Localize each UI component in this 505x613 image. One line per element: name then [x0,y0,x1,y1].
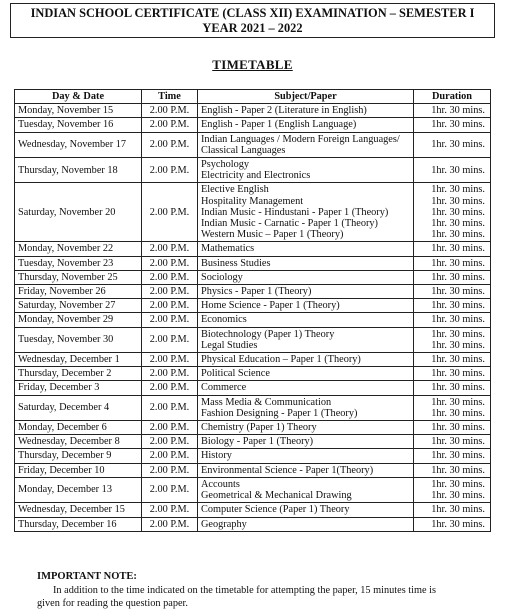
cell-day-date: Thursday, November 25 [15,270,142,284]
duration-line: 1hr. 30 mins. [431,195,485,207]
cell-subject-paper [198,158,414,183]
cell-time: 2.00 P.M. [142,256,198,270]
cell-duration [414,503,491,517]
cell-day-date: Saturday, November 20 [15,183,142,242]
cell-time: 2.00 P.M. [142,353,198,367]
table-row [15,395,491,420]
cell-subject-paper [198,118,414,132]
duration-line: 1hr. 30 mins. [431,422,485,434]
table-row [15,517,491,531]
duration-line: 1hr. 30 mins. [431,407,485,419]
cell-time: 2.00 P.M. [142,449,198,463]
cell-day-date: Friday, December 10 [15,463,142,477]
cell-day-date: Thursday, December 16 [15,517,142,531]
subject-line: Biotechnology (Paper 1) Theory [201,328,335,340]
subject-line: Home Science - Paper 1 (Theory) [201,300,340,312]
cell-duration [414,104,491,118]
table-row [15,463,491,477]
table-row [15,477,491,502]
cell-subject-paper [198,285,414,299]
cell-duration [414,463,491,477]
column-header-subject-paper: Subject/Paper [198,90,414,104]
cell-duration [414,395,491,420]
table-header-row [15,90,491,104]
cell-time: 2.00 P.M. [142,503,198,517]
cell-subject-paper [198,313,414,327]
duration-line: 1hr. 30 mins. [431,382,485,394]
cell-day-date: Saturday, November 27 [15,299,142,313]
table-row [15,132,491,157]
table-row [15,449,491,463]
cell-duration [414,449,491,463]
cell-duration [414,381,491,395]
subject-line: Geography [201,518,247,530]
subject-line: Geometrical & Mechanical Drawing [201,490,352,502]
cell-time: 2.00 P.M. [142,242,198,256]
cell-day-date: Wednesday, November 17 [15,132,142,157]
cell-time: 2.00 P.M. [142,285,198,299]
subject-line: Psychology [201,159,250,171]
table-row [15,503,491,517]
duration-line: 1hr. 30 mins. [431,164,485,176]
cell-time: 2.00 P.M. [142,313,198,327]
cell-duration [414,183,491,242]
subject-line: Physical Education – Paper 1 (Theory) [201,354,361,366]
duration-line: 1hr. 30 mins. [431,286,485,298]
subject-line: Indian Music - Carnatic - Paper 1 (Theory) [201,218,378,230]
duration-line: 1hr. 30 mins. [431,206,485,218]
subject-line: Chemistry (Paper 1) Theory [201,422,317,434]
cell-day-date: Friday, November 26 [15,285,142,299]
table-row [15,327,491,352]
duration-line: 1hr. 30 mins. [431,243,485,255]
duration-line: 1hr. 30 mins. [431,328,485,340]
cell-subject-paper [198,449,414,463]
important-note-line-1: In addition to the time indicated on the timetable for attempting the paper, 15 minutes time is [53,585,437,596]
timetable-body [15,104,491,532]
cell-subject-paper [198,327,414,352]
duration-line: 1hr. 30 mins. [431,139,485,151]
table-row [15,256,491,270]
subject-line: Mass Media & Communication [201,396,332,408]
column-header-day-date: Day & Date [15,90,142,104]
cell-time: 2.00 P.M. [142,132,198,157]
cell-time: 2.00 P.M. [142,463,198,477]
cell-subject-paper [198,183,414,242]
cell-time: 2.00 P.M. [142,421,198,435]
cell-day-date: Tuesday, November 16 [15,118,142,132]
cell-day-date: Thursday, November 18 [15,158,142,183]
table-row [15,299,491,313]
cell-subject-paper [198,517,414,531]
cell-day-date: Monday, November 29 [15,313,142,327]
column-header-time: Time [142,90,198,104]
subject-line: Legal Studies [201,339,258,351]
cell-day-date: Monday, December 13 [15,477,142,502]
duration-line: 1hr. 30 mins. [431,119,485,131]
subject-line: Indian Music - Hindustani - Paper 1 (Theory) [201,206,389,218]
subject-line: Hospitality Management [201,195,304,207]
duration-line: 1hr. 30 mins. [431,271,485,283]
cell-day-date: Wednesday, December 15 [15,503,142,517]
cell-duration [414,285,491,299]
duration-line: 1hr. 30 mins. [431,229,485,241]
cell-duration [414,477,491,502]
cell-duration [414,118,491,132]
table-row [15,183,491,242]
timetable-table [14,89,491,532]
cell-time: 2.00 P.M. [142,158,198,183]
subject-line: Mathematics [201,243,255,255]
cell-time: 2.00 P.M. [142,381,198,395]
cell-day-date: Friday, December 3 [15,381,142,395]
cell-duration [414,327,491,352]
cell-subject-paper [198,104,414,118]
cell-time: 2.00 P.M. [142,299,198,313]
cell-subject-paper [198,477,414,502]
subject-line: Fashion Designing - Paper 1 (Theory) [201,407,358,419]
duration-line: 1hr. 30 mins. [431,368,485,380]
duration-line: 1hr. 30 mins. [431,105,485,117]
exam-header-title: INDIAN SCHOOL CERTIFICATE (CLASS XII) EXAMINATION – SEMESTER I [30,6,475,20]
subject-line: Business Studies [201,257,271,269]
cell-day-date: Thursday, December 2 [15,367,142,381]
subject-line: English - Paper 2 (Literature in English) [201,105,367,117]
cell-subject-paper [198,132,414,157]
subject-line: English - Paper 1 (English Language) [201,119,357,131]
cell-time: 2.00 P.M. [142,118,198,132]
duration-line: 1hr. 30 mins. [431,314,485,326]
subject-line: Elective English [201,184,269,196]
cell-day-date: Saturday, December 4 [15,395,142,420]
cell-duration [414,421,491,435]
subject-line: Physics - Paper 1 (Theory) [201,286,312,298]
duration-line: 1hr. 30 mins. [431,490,485,502]
subject-line: Classical Languages [201,144,286,156]
duration-line: 1hr. 30 mins. [431,436,485,448]
duration-line: 1hr. 30 mins. [431,464,485,476]
cell-day-date: Tuesday, November 30 [15,327,142,352]
duration-line: 1hr. 30 mins. [431,478,485,490]
cell-day-date: Wednesday, December 1 [15,353,142,367]
subject-line: Western Music – Paper 1 (Theory) [201,229,344,241]
table-row [15,104,491,118]
table-row [15,118,491,132]
subject-line: Sociology [201,271,243,283]
subject-line: Biology - Paper 1 (Theory) [201,436,314,448]
cell-day-date: Thursday, December 9 [15,449,142,463]
duration-line: 1hr. 30 mins. [431,518,485,530]
important-note-text [37,584,497,610]
cell-time: 2.00 P.M. [142,435,198,449]
duration-line: 1hr. 30 mins. [431,184,485,196]
cell-time: 2.00 P.M. [142,517,198,531]
duration-line: 1hr. 30 mins. [431,339,485,351]
important-note-title: IMPORTANT NOTE: [37,571,137,582]
cell-day-date: Wednesday, December 8 [15,435,142,449]
important-note-line-2: given for reading the question paper. [37,598,188,609]
cell-subject-paper [198,463,414,477]
duration-line: 1hr. 30 mins. [431,218,485,230]
cell-time: 2.00 P.M. [142,183,198,242]
cell-subject-paper [198,367,414,381]
table-row [15,313,491,327]
subject-line: Indian Languages / Modern Foreign Languages/ [201,133,400,145]
duration-line: 1hr. 30 mins. [431,300,485,312]
table-row [15,381,491,395]
cell-duration [414,299,491,313]
cell-duration [414,313,491,327]
cell-subject-paper [198,503,414,517]
subject-line: Accounts [201,478,240,490]
subject-line: Computer Science (Paper 1) Theory [201,504,350,516]
cell-subject-paper [198,395,414,420]
table-row [15,435,491,449]
cell-day-date: Monday, December 6 [15,421,142,435]
subject-line: Electricity and Electronics [201,170,311,182]
cell-time: 2.00 P.M. [142,327,198,352]
cell-time: 2.00 P.M. [142,367,198,381]
table-row [15,242,491,256]
duration-line: 1hr. 30 mins. [431,450,485,462]
cell-time: 2.00 P.M. [142,395,198,420]
cell-time: 2.00 P.M. [142,477,198,502]
subject-line: Environmental Science - Paper 1(Theory) [201,464,374,476]
column-header-duration: Duration [414,90,491,104]
duration-line: 1hr. 30 mins. [431,504,485,516]
timetable-title: TIMETABLE [212,57,293,72]
table-row [15,353,491,367]
exam-header-box [10,3,495,38]
cell-duration [414,353,491,367]
cell-duration [414,435,491,449]
cell-subject-paper [198,421,414,435]
subject-line: Commerce [201,382,247,394]
cell-day-date: Tuesday, November 23 [15,256,142,270]
duration-line: 1hr. 30 mins. [431,257,485,269]
cell-duration [414,517,491,531]
table-row [15,285,491,299]
cell-subject-paper [198,353,414,367]
subject-line: Economics [201,314,247,326]
cell-duration [414,132,491,157]
table-row [15,158,491,183]
table-row [15,270,491,284]
cell-subject-paper [198,299,414,313]
duration-line: 1hr. 30 mins. [431,396,485,408]
table-row [15,421,491,435]
cell-day-date: Monday, November 22 [15,242,142,256]
cell-duration [414,242,491,256]
cell-duration [414,158,491,183]
cell-subject-paper [198,381,414,395]
cell-day-date: Monday, November 15 [15,104,142,118]
cell-subject-paper [198,256,414,270]
cell-subject-paper [198,270,414,284]
subject-line: Political Science [201,368,270,380]
cell-duration [414,256,491,270]
duration-line: 1hr. 30 mins. [431,354,485,366]
cell-subject-paper [198,435,414,449]
cell-duration [414,367,491,381]
subject-line: History [201,450,232,462]
cell-duration [414,270,491,284]
table-row [15,367,491,381]
cell-time: 2.00 P.M. [142,104,198,118]
cell-subject-paper [198,242,414,256]
exam-header-year: YEAR 2021 – 2022 [202,21,303,35]
cell-time: 2.00 P.M. [142,270,198,284]
